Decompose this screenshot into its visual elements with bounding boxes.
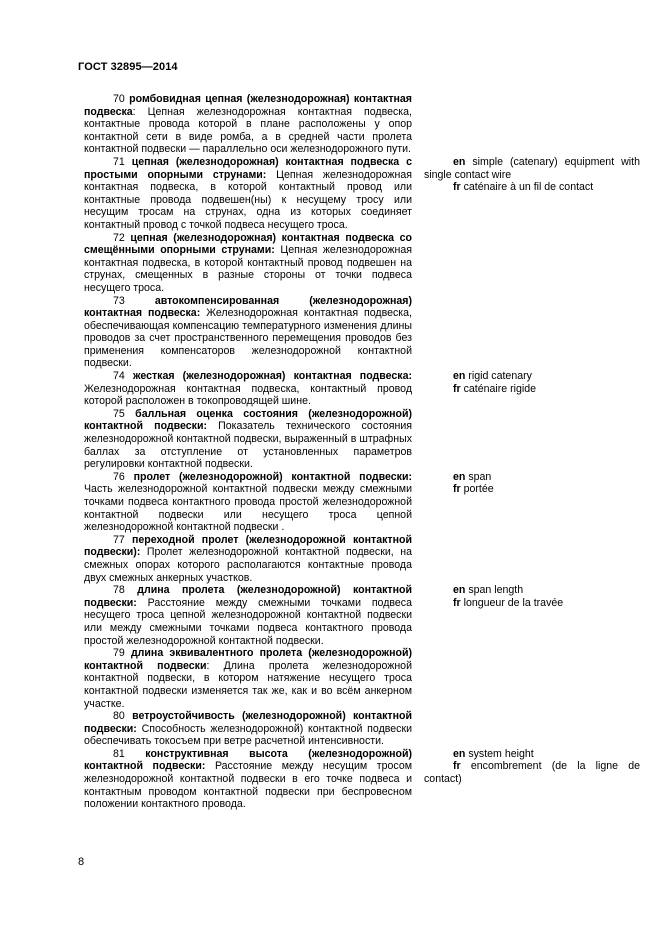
term-name: жесткая (железнодорожная) контактная подвеска:: [132, 370, 413, 383]
lang-label-fr: fr: [453, 181, 461, 194]
term-definition: [84, 647, 412, 710]
definition-text: Показатель технического состояния железнодорожной контактной подвески, выраженный в штрафных баллах за отступление от установленных параметров регулировки контактной подвески.: [84, 420, 412, 471]
term-name: цепная (железнодорожная) контактная подвеска со смещёнными опорными струнами:: [84, 231, 412, 257]
term-entry: [84, 584, 644, 647]
term-name: балльная оценка состояния (железнодорожной) контактной подвески:: [84, 407, 412, 433]
term-entry: [84, 710, 644, 748]
term-name: пролет (железнодорожной) контактной подвески:: [133, 470, 412, 483]
term-entry: [84, 748, 644, 811]
definition-text: Пролет железнодорожной контактной подвески, на смежных опорах которого располагаются контактные провода двух смежных анкерных участков.: [84, 546, 412, 584]
term-number: 80: [113, 710, 125, 723]
french-equivalent: [424, 483, 640, 496]
french-term: caténaire à un fil de contact: [463, 181, 594, 194]
equivalents: [424, 748, 640, 786]
term-separator: :: [132, 105, 136, 118]
english-equivalent: [424, 584, 640, 597]
definition-text: Железнодорожная контактная подвеска, обеспечивающая компенсацию температурного изменения длины проводов за счет пространственного перемещения проводов без применения компенсаторов железнодорожной контактной подвески.: [84, 307, 412, 370]
term-number: 72: [113, 231, 125, 244]
definition-text: Цепная железнодорожная контактная подвеска, в которой контактный провод или контактные провода подвешен(ны) к несущему тросу или несущим тросам на струнах, одна из которых соединяет контактный провод с точкой подвеса несущего троса.: [84, 168, 412, 231]
lang-label-en: en: [453, 747, 466, 760]
term-definition: [84, 295, 412, 371]
equivalents: [424, 370, 640, 395]
definition-text: Цепная железнодорожная контактная подвеска, контактные провода которой в плане расположены у опор контактной сети в виде ромба, а в средней части пролета контактной подвески — параллельно оси железнодорожного пути.: [84, 105, 412, 156]
term-number: 79: [113, 647, 125, 660]
definition-text: Длина пролета железнодорожной контактной подвески, в котором натяжение несущего троса контактной подвески изменяется так же, как и во всём анкерном участке.: [84, 659, 412, 710]
equivalents: [424, 471, 640, 496]
term-entry: [84, 471, 644, 534]
lang-label-en: en: [453, 584, 466, 597]
term-name: автокомпенсированная (железнодорожная) контактная подвеска:: [84, 294, 412, 320]
english-equivalent: [424, 748, 640, 761]
term-separator: :: [206, 659, 210, 672]
term-definition: [84, 156, 412, 232]
lang-label-fr: fr: [453, 596, 461, 609]
french-term: portée: [463, 483, 494, 496]
term-name: ветроустойчивость (железнодорожной) контактной подвески:: [84, 710, 413, 735]
term-entry: [84, 232, 644, 295]
term-number: 76: [113, 470, 125, 483]
french-term: caténaire rigide: [463, 382, 537, 395]
term-entry: [84, 534, 644, 584]
term-entry: [84, 408, 644, 471]
term-entry: [84, 647, 644, 710]
english-term: span: [468, 470, 492, 483]
term-number: 77: [113, 533, 125, 546]
term-definition: [84, 471, 412, 534]
lang-label-en: en: [453, 470, 466, 483]
term-number: 71: [113, 155, 125, 168]
french-term: encombrement (de la ligne de contact): [424, 760, 641, 786]
definition-text: Часть железнодорожной контактной подвески между смежными точками подвеса контактного провода простой железнодорожной контактной подвески или несущего троса цепной железнодорожной контактной подвески .: [84, 483, 412, 534]
definition-text: Способность железнодорожной) контактной подвески обеспечивать токосъем при ветре расчетной интенсивности.: [84, 722, 412, 748]
definition-text: Расстояние между смежными точками подвеса несущего троса цепной железнодорожной контактной подвески или между смежными точками подвеса контактного провода простой железнодорожной контактной подвески.: [84, 596, 412, 647]
term-name: конструктивная высота (железнодорожной) контактной подвески:: [84, 747, 412, 773]
term-definition: [84, 534, 412, 584]
term-number: 74: [113, 370, 125, 383]
term-definition: [84, 408, 412, 471]
french-equivalent: [424, 383, 640, 396]
term-number: 78: [113, 584, 125, 597]
term-entry: [84, 156, 644, 232]
equivalents: [424, 156, 640, 194]
term-number: 81: [113, 747, 125, 760]
french-equivalent: [424, 760, 640, 785]
terms-list: [84, 93, 644, 811]
french-equivalent: [424, 181, 640, 194]
english-term: rigid catenary: [468, 370, 532, 383]
page-number: 8: [78, 856, 85, 868]
definition-text: Цепная железнодорожная контактная подвеска, в которой контактный провод подвешен на струнах, смещенных в разные стороны от точки подвеса несущего троса.: [84, 244, 412, 294]
term-name: цепная (железнодорожная) контактная подвеска с простыми опорными струнами:: [84, 155, 412, 181]
term-definition: [84, 710, 412, 748]
definition-text: Расстояние между несущим тросом железнодорожной контактной подвески в его точке подвеса и контактным проводом контактной подвески при беспровесном положении контактного провода.: [84, 760, 412, 811]
term-definition: [84, 93, 412, 156]
term-entry: [84, 295, 644, 371]
term-name: длина эквивалентного пролета (железнодорожной) контактной подвески: [84, 647, 412, 672]
term-definition: [84, 748, 412, 811]
equivalents: [424, 584, 640, 609]
term-definition: [84, 584, 412, 647]
lang-label-fr: fr: [453, 760, 461, 773]
term-number: 73: [113, 294, 125, 307]
term-name: переходной пролет (железнодорожной контактной подвески):: [84, 533, 412, 559]
english-term: simple (catenary) equipment with single contact wire: [424, 155, 640, 181]
definition-text: Железнодорожная контактная подвеска, контактный провод которой расположен в токопроводящей шине.: [84, 382, 412, 408]
english-term: system height: [468, 747, 534, 760]
term-definition: [84, 232, 412, 295]
lang-label-en: en: [453, 155, 466, 168]
term-entry: [84, 370, 644, 408]
term-entry: [84, 93, 644, 156]
term-number: 75: [113, 407, 125, 420]
term-definition: [84, 370, 412, 408]
document-header: ГОСТ 32895—2014: [78, 61, 178, 73]
lang-label-en: en: [453, 370, 466, 383]
english-term: span length: [468, 584, 524, 597]
english-equivalent: [424, 471, 640, 484]
french-term: longueur de la travée: [463, 596, 564, 609]
lang-label-fr: fr: [453, 483, 461, 496]
term-name: длина пролета (железнодорожной) контактной подвески:: [84, 584, 412, 609]
lang-label-fr: fr: [453, 382, 461, 395]
term-number: 70: [113, 93, 125, 105]
english-equivalent: [424, 156, 640, 181]
english-equivalent: [424, 370, 640, 383]
french-equivalent: [424, 597, 640, 610]
term-name: ромбовидная цепная (железнодорожная) контактная подвеска: [84, 93, 412, 118]
